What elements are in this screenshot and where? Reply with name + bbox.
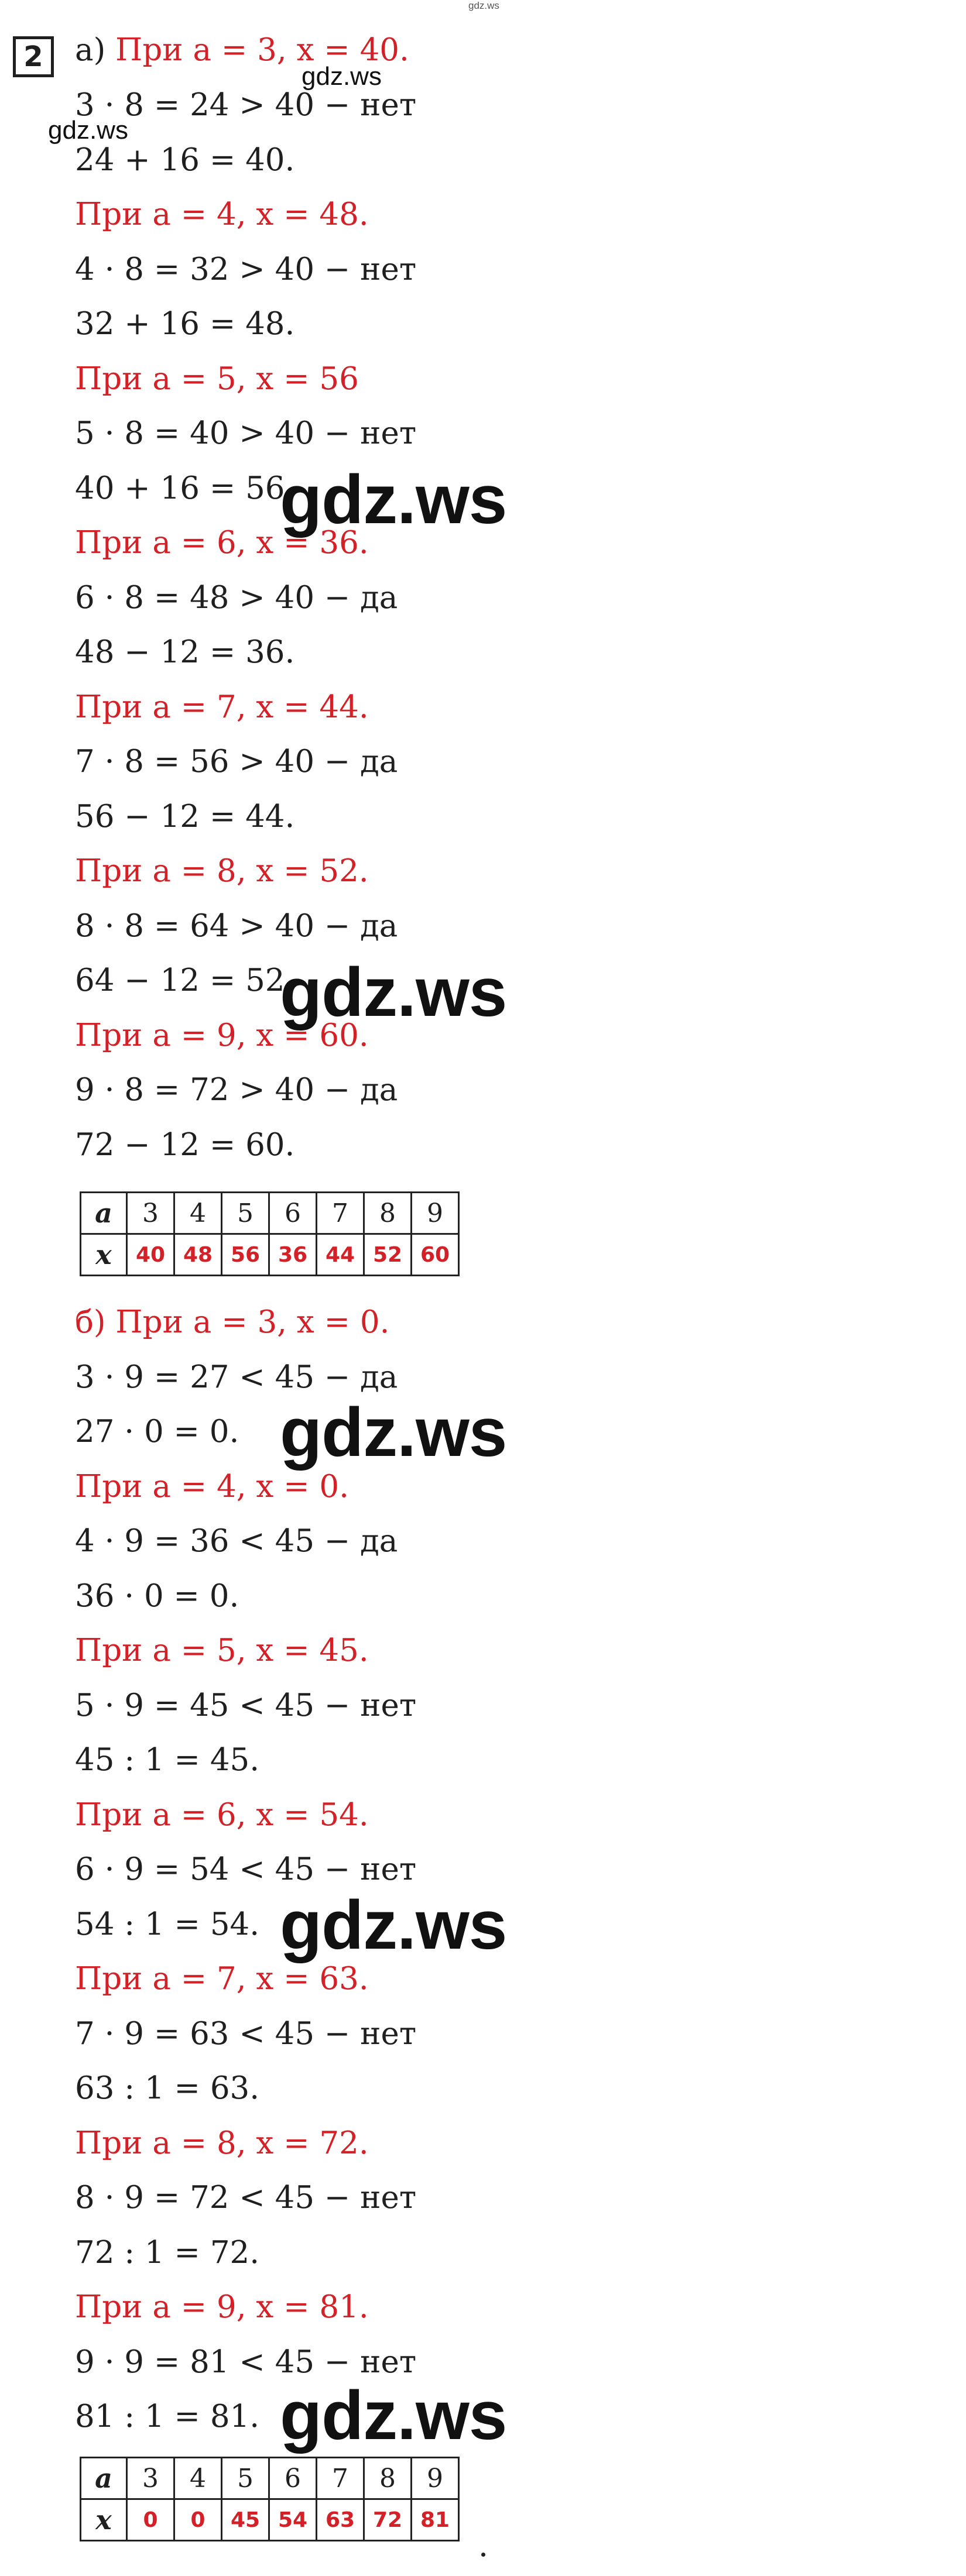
table-cell-a: 5 xyxy=(222,1193,269,1234)
condition-line: При a = 8, x = 72. xyxy=(75,2125,369,2161)
table-cell-a: 9 xyxy=(412,2458,459,2499)
table-cell-a: 5 xyxy=(222,2458,269,2499)
calculation-line: 7 · 9 = 63 < 45 − нет xyxy=(75,2015,417,2052)
table-cell-x: 56 xyxy=(222,1234,269,1276)
end-dot xyxy=(481,2553,485,2557)
calculation-line: 81 : 1 = 81. xyxy=(75,2399,260,2434)
calculation-line: 48 − 12 = 36. xyxy=(75,634,295,670)
calculation-line: 5 · 9 = 45 < 45 − нет xyxy=(75,1687,417,1723)
table-cell-x: 72 xyxy=(364,2499,412,2541)
table-cell-a: 8 xyxy=(364,2458,412,2499)
table-cell-x: 48 xyxy=(174,1234,222,1276)
watermark-small-1: gdz.ws xyxy=(302,62,382,91)
calculation-line: 72 − 12 = 60. xyxy=(75,1126,295,1163)
calculation-line: 3 · 9 = 27 < 45 − да xyxy=(75,1359,398,1395)
calculation-line: 4 · 9 = 36 < 45 − да xyxy=(75,1523,398,1559)
condition-line: При a = 7, x = 44. xyxy=(75,689,369,725)
table-cell-x: 0 xyxy=(174,2499,222,2541)
table-cell-x: 44 xyxy=(317,1234,364,1276)
calculation-line: 6 · 8 = 48 > 40 − да xyxy=(75,579,398,616)
table-cell-x: 52 xyxy=(364,1234,412,1276)
calculation-line: 4 · 8 = 32 > 40 − нет xyxy=(75,251,417,287)
condition-line: При a = 9, x = 81. xyxy=(75,2289,369,2325)
table-cell-x: 36 xyxy=(269,1234,317,1276)
calculation-line: 56 − 12 = 44. xyxy=(75,798,295,834)
watermark-top: gdz.ws xyxy=(468,0,499,11)
table-cell-a: 7 xyxy=(317,2458,364,2499)
table-cell-x: 45 xyxy=(222,2499,269,2541)
condition-line: При a = 7, x = 63. xyxy=(75,1961,369,1997)
calculation-line: 27 · 0 = 0. xyxy=(75,1414,239,1450)
table-cell-a: 4 xyxy=(174,2458,222,2499)
table-header-a: a xyxy=(81,1193,127,1234)
calculation-line: 36 · 0 = 0. xyxy=(75,1578,239,1614)
table-cell-a: 3 xyxy=(127,1193,174,1234)
table-cell-x: 60 xyxy=(412,1234,459,1276)
table-cell-a: 8 xyxy=(364,1193,412,1234)
table-header-x: x xyxy=(81,2499,127,2541)
calculation-line: 54 : 1 = 54. xyxy=(75,1906,260,1942)
table-cell-a: 9 xyxy=(412,1193,459,1234)
calculation-line: 5 · 8 = 40 > 40 − нет xyxy=(75,415,417,451)
table-row-x xyxy=(81,2499,459,2541)
table-cell-x: 0 xyxy=(127,2499,174,2541)
condition-line: При a = 4, x = 48. xyxy=(75,197,369,232)
calculation-line: 63 : 1 = 63. xyxy=(75,2070,260,2106)
calculation-line: 24 + 16 = 40. xyxy=(75,142,295,178)
condition-line: При a = 6, x = 54. xyxy=(75,1797,369,1833)
calculation-line: 64 − 12 = 52. xyxy=(75,963,295,998)
calculation-line: 6 · 9 = 54 < 45 − нет xyxy=(75,1852,417,1887)
values-table-b xyxy=(80,2457,460,2541)
values-table-a xyxy=(80,1191,460,1276)
condition-line: При a = 4, x = 0. xyxy=(75,1468,349,1505)
task-number-badge: 2 xyxy=(13,36,54,77)
watermark-big-3: gdz.ws xyxy=(280,1394,507,1471)
condition-line: При a = 5, x = 45. xyxy=(75,1633,369,1668)
calculation-line: 8 · 8 = 64 > 40 − да xyxy=(75,908,398,944)
table-cell-a: 6 xyxy=(269,1193,317,1234)
table-cell-x: 54 xyxy=(269,2499,317,2541)
table-cell-a: 7 xyxy=(317,1193,364,1234)
calculation-line: 32 + 16 = 48. xyxy=(75,306,295,342)
part-a-first-condition: При a = 3, x = 40. xyxy=(115,32,409,68)
calculation-line: 3 · 8 = 24 > 40 − нет xyxy=(75,87,417,123)
watermark-small-2: gdz.ws xyxy=(48,116,128,145)
calculation-line: 8 · 9 = 72 < 45 − нет xyxy=(75,2180,417,2216)
calculation-line: 40 + 16 = 56. xyxy=(75,470,295,506)
table-row-a xyxy=(81,1193,459,1234)
condition-line: При a = 5, x = 56 xyxy=(75,360,359,397)
table-cell-a: 3 xyxy=(127,2458,174,2499)
table-row-x xyxy=(81,1234,459,1276)
watermark-big-2: gdz.ws xyxy=(280,954,507,1031)
condition-line: При a = 9, x = 60. xyxy=(75,1017,369,1053)
table-cell-a: 4 xyxy=(174,1193,222,1234)
table-cell-x: 63 xyxy=(317,2499,364,2541)
table-header-a: a xyxy=(81,2458,127,2499)
calculation-line: 9 · 8 = 72 > 40 − да xyxy=(75,1072,398,1108)
table-cell-x: 40 xyxy=(127,1234,174,1276)
watermark-big-5: gdz.ws xyxy=(280,2377,507,2454)
table-cell-x: 81 xyxy=(412,2499,459,2541)
table-cell-a: 6 xyxy=(269,2458,317,2499)
part-a-label: а) xyxy=(75,32,106,68)
condition-line: При a = 6, x = 36. xyxy=(75,525,369,561)
calculation-line: 72 : 1 = 72. xyxy=(75,2234,260,2271)
table-header-x: x xyxy=(81,1234,127,1276)
condition-line: б) При a = 3, x = 0. xyxy=(75,1304,390,1340)
calculation-line: 9 · 9 = 81 < 45 − нет xyxy=(75,2344,417,2380)
condition-line: При a = 8, x = 52. xyxy=(75,853,369,889)
table-row-a xyxy=(81,2458,459,2499)
watermark-big-4: gdz.ws xyxy=(280,1887,507,1964)
calculation-line: 45 : 1 = 45. xyxy=(75,1742,260,1778)
watermark-big-1: gdz.ws xyxy=(280,461,507,538)
calculation-line: 7 · 8 = 56 > 40 − да xyxy=(75,744,398,779)
